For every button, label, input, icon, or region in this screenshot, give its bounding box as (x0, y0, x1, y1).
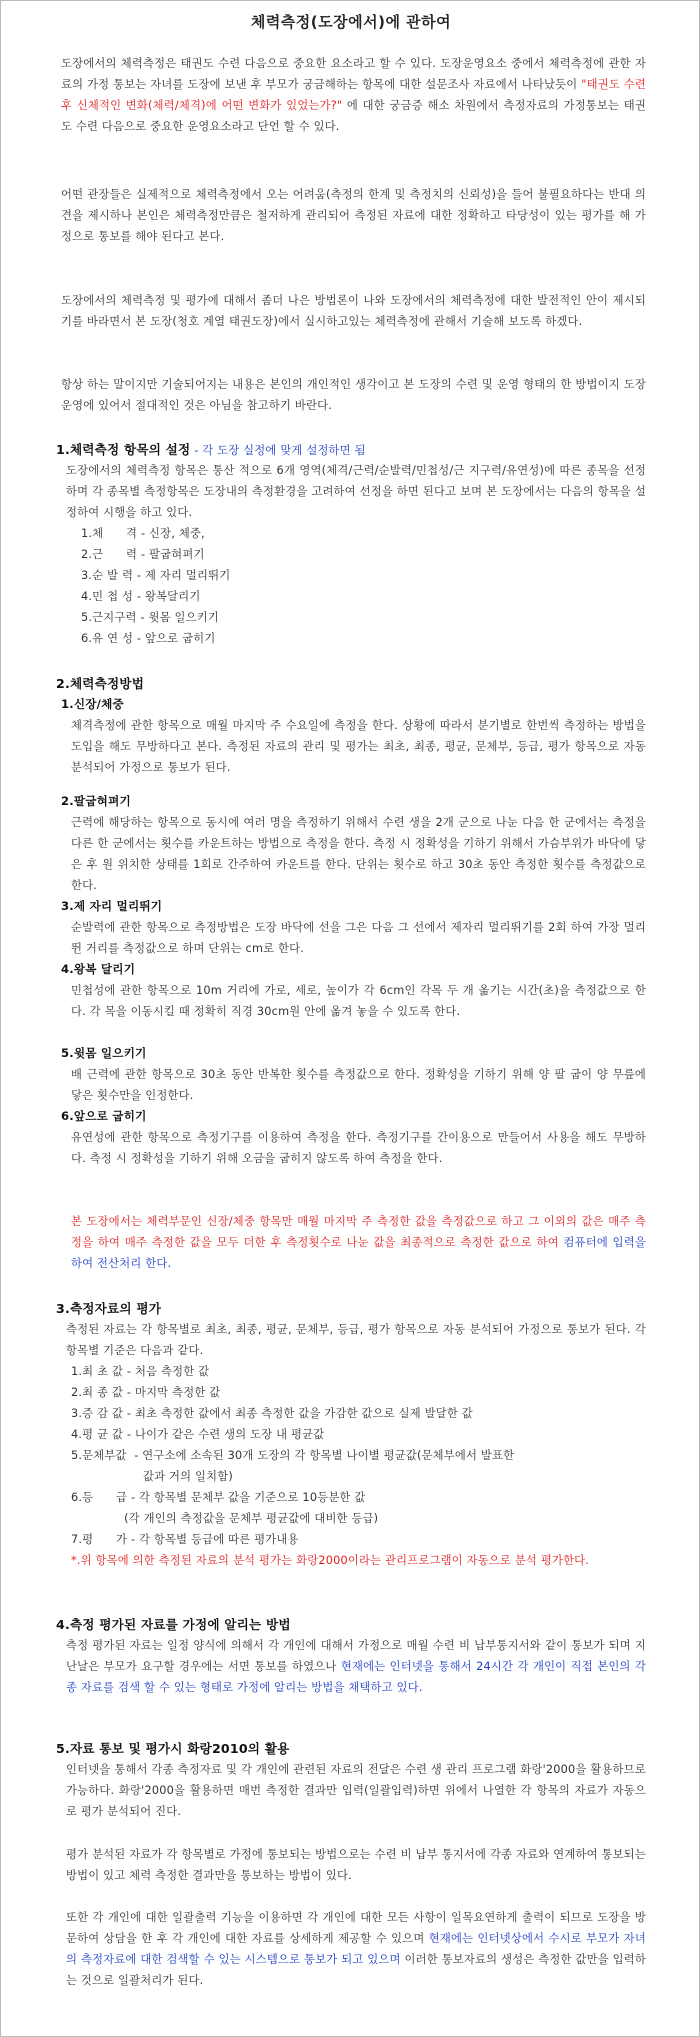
section-note: - 각 도장 실정에 맞게 설정하면 됨 (190, 444, 366, 457)
list-item: 6.등 급 - 각 항목별 문체부 값을 기준으로 10등분한 값 (71, 1491, 366, 1504)
method-subheading: 4.왕복 달리기 (61, 962, 136, 976)
intro-paragraph-4 (61, 374, 646, 416)
list-item: 2.최 종 값 - 마지막 측정한 값 (71, 1386, 221, 1399)
list-item: 1.체 격 - 신장, 체중, (81, 527, 205, 540)
intro-text: 도장에서의 체력측정은 태권도 수련 다음으로 중요한 요소라고 할 수 있다. 도장운영요소 중에서 체력측정에 관한 자료의 가정 통보는 자녀를 도장에 보낸 후 부모가 궁금해하는 항목에 대한 설문조사 자료에서 나타났듯이 (61, 57, 646, 91)
evaluation-criteria-list (71, 1361, 656, 1550)
method-text: 근력에 해당하는 항목으로 동시에 여러 명을 측정하기 위해서 수련 생을 2개 군으로 나눈 다음 한 군에서는 측정을 다른 한 군에서는 횟수를 카운트하는 방법으로 측정을 한다. 측정 시 정확성을 기하기 위해서 가슴부위가 바닥에 닿은 후 원 위치한 상태를 1회로 간주하여 카운트를 한다. 단위는 횟수로 하고 30초 동안 측정한 횟수를 측정값으로 한다. (71, 816, 646, 892)
method-text: 배 근력에 관한 항목으로 30초 동안 반복한 횟수를 측정값으로 한다. 정확성을 기하기 위해 양 팔 굽이 양 무릎에 닿은 횟수만을 인정한다. (71, 1068, 646, 1102)
list-item: 2.근 력 - 팔굽혀펴기 (81, 548, 205, 561)
method-text: 순발력에 관한 항목으로 측정방법은 도장 바닥에 선을 그은 다음 그 선에서 제자리 멀리뛰기를 2회 하여 가장 멀리 뛴 거리를 측정값으로 하며 단위는 cm로 한다. (71, 921, 646, 955)
section-1-body (66, 460, 646, 523)
section-5-paragraph-3: 또한 각 개인에 대한 일괄출력 기능을 이용하면 각 개인에 대한 모든 사항이 일목요연하게 출력이 되므로 도장을 방문하여 상담을 한 후 각 개인에 대한 자료를 상세하게 제공할 수 있으며 현재에는 인터넷상에서 수시로 부모가 자녀의 측정자료에 대한 검색할 수 있는 시스템으로 통보가 되고 있으며 이러한 통보자료의 생성은 측정한 값만을 입력하는 것으로 일괄처리가 된다. (66, 1911, 646, 1987)
list-item: 값과 거의 일치함) (71, 1470, 234, 1483)
intro-text-end: 에 대한 궁금증 해소 차원에서 측정자료의 가정통보는 태권도 수련 다음으로 중요한 운영요소라고 단언 할 수 있다. (61, 99, 646, 133)
intro-text: 도장에서의 체력측정 및 평가에 대해서 좀더 나은 방법론이 나와 도장에서의 체력측정에 대한 발전적인 안이 제시되기를 바라면서 본 도장(청호 계열 태권도장)에서 실시하고있는 체력측정에 관해서 기술해 보도록 하겠다. (61, 294, 646, 328)
method-subheading: 5.윗몸 일으키기 (61, 1046, 147, 1060)
list-item: 1.최 초 값 - 처음 측정한 값 (71, 1365, 210, 1378)
intro-text: 항상 하는 말이지만 기술되어지는 내용은 본인의 개인적인 생각이고 본 도장의 수련 및 운영 형태의 한 방법이지 도장 운영에 있어서 절대적인 것은 아님을 참고하기 바란다. (61, 378, 646, 412)
section-heading: 3.측정자료의 평가 (56, 1301, 162, 1316)
intro-highlight: "태권도 수련후 신체적인 변화(체력/체격)에 어떤 변화가 있었는가?" (61, 78, 646, 112)
section-text: 도장에서의 체력측정 항목은 통산 적으로 6개 영역(체격/근력/순발력/민첩성/근 지구력/유연성)에 따른 종목을 선정하며 각 종목별 측정항목은 도장내의 측정환경을 고려하여 선정을 하면 된다고 보며 본 도장에서는 다음의 항목을 설정하여 시행을 하고 있다. (66, 464, 646, 519)
list-item: 4.평 균 값 - 나이가 같은 수련 생의 도장 내 평균값 (71, 1428, 325, 1441)
intro-paragraph-1 (61, 53, 646, 137)
intro-text: 어떤 관장들은 실제적으로 체력측정에서 오는 어려움(측정의 한계 및 측정치의 신뢰성)을 들어 불필요하다는 반대 의견을 제시하나 본인은 체력측정만큼은 철저하게 관리되어 측정된 자료에 대한 정확하고 타당성이 있는 평가를 해 가정으로 통보를 해야 된다고 본다. (61, 188, 646, 243)
list-item: 7.평 가 - 각 항목별 등급에 따른 평가내용 (71, 1533, 299, 1546)
evaluation-note: *.위 항목에 의한 측정된 자료의 분석 평가는 화랑2000이라는 관리프로그램이 자동으로 분석 평가한다. (71, 1554, 590, 1567)
section-4-heading (56, 1614, 641, 1635)
list-item: 4.민 첩 성 - 왕복달리기 (81, 590, 201, 603)
method-subheading: 2.팔굽혀펴기 (61, 794, 131, 808)
list-item: 6.유 연 성 - 앞으로 굽히기 (81, 632, 216, 645)
section-3-heading (56, 1298, 641, 1319)
method-subheading: 6.앞으로 굽히기 (61, 1109, 147, 1123)
section-4-body: 측정 평가된 자료는 일정 양식에 의해서 각 개인에 대해서 가정으로 매월 수련 비 납부통지서와 같이 통보가 되며 지난날은 부모가 요구할 경우에는 서면 통보를 하였으나 현재에는 인터넷을 통해서 24시간 각 개인이 직접 본인의 각종 자료를 검색 할 수 있는 형태로 가정에 알리는 방법을 채택하고 있다. (66, 1639, 646, 1694)
section-5-paragraph-2: 평가 분석된 자료가 각 항목별로 가정에 통보되는 방법으로는 수련 비 납부 통지서에 각종 자료와 연계하여 통보되는 방법이 있고 체력 측정한 결과만을 통보하는 방법이 있다. (66, 1848, 646, 1882)
list-item: 5.근지구력 - 윗몸 일으키기 (81, 611, 219, 624)
section-heading: 2.체력측정방법 (56, 676, 145, 691)
list-item: 3.순 발 력 - 제 자리 멀리뛰기 (81, 569, 231, 582)
list-item: 3.증 감 값 - 최초 측정한 값에서 최종 측정한 값을 가감한 값으로 실제 발달한 값 (71, 1407, 473, 1420)
method-subheading: 1.신장/체중 (61, 697, 124, 711)
intro-paragraph-2 (61, 184, 646, 247)
measurement-items-list (81, 523, 666, 649)
section-heading: 1.체력측정 항목의 설정 (56, 442, 191, 457)
section-5-heading (56, 1738, 641, 1759)
section-heading: 5.자료 통보 및 평가시 화랑2010의 활용 (56, 1741, 290, 1756)
method-text: 민첩성에 관한 항목으로 10m 거리에 가로, 세로, 높이가 각 6cm인 각목 두 개 옮기는 시간(초)을 측정값으로 한다. 각 목을 이동시킬 때 정확히 직경 30cm원 안에 옮겨 놓을 수 있도록 한다. (71, 984, 646, 1018)
method-text: 체격측정에 관한 항목으로 매월 마지막 주 수요일에 측정을 한다. 상황에 따라서 분기별로 한번씩 측정하는 방법을 도입을 해도 무방하다고 본다. 측정된 자료의 관리 및 평가는 최초, 최종, 평균, 문체부, 등급, 평가 항목으로 자동 분석되어 가정으로 통보가 된다. (71, 719, 646, 774)
section-5-paragraph-1: 인터넷을 통해서 각종 측정자료 및 각 개인에 관련된 자료의 전달은 수련 생 관리 프로그램 화랑'2000을 활용하므로 가능하다. 화랑'2000을 활용하면 매번 측정한 결과만 입력(일괄입력)하면 위에서 나열한 각 항목의 자료가 자동으로 평가 분석되어 진다. (66, 1763, 646, 1818)
method-note: 본 도장에서는 체력부문인 신장/체중 항목만 매월 마지막 주 측정한 값을 측정값으로 하고 그 이외의 값은 매주 측정을 하여 매주 측정한 값을 모두 더한 후 측정횟수로 나눈 값을 최종적으로 측정한 값으로 하여 컴퓨터에 입력을 하여 전산처리 한다. (71, 1215, 646, 1270)
section-2-heading (56, 673, 641, 694)
section-3-body: 측정된 자료는 각 항목별로 최초, 최종, 평균, 문체부, 등급, 평가 항목으로 자동 분석되어 가정으로 통보가 된다. 각 항목별 기준은 다음과 같다. (66, 1323, 646, 1357)
list-item: 5.문체부값 - 연구소에 소속된 30개 도장의 각 항목별 나이별 평균값(문체부에서 발표한 (71, 1449, 515, 1462)
list-item: (각 개인의 측정값을 문체부 평균값에 대비한 등급) (71, 1512, 379, 1525)
intro-paragraph-3 (61, 290, 646, 332)
method-text: 유연성에 관한 항목으로 측정기구를 이용하여 측정을 한다. 측정기구를 간이용으로 만들어서 사용을 해도 무방하다. 측정 시 정확성을 기하기 위해 오금을 굽히지 않도록 하여 측정을 한다. (71, 1131, 646, 1165)
section-1-heading (56, 439, 641, 461)
page-title: 체력측정(도장에서)에 관하여 (250, 13, 452, 31)
method-subheading: 3.제 자리 멀리뛰기 (61, 899, 163, 913)
section-heading: 4.측정 평가된 자료를 가정에 알리는 방법 (56, 1617, 291, 1632)
